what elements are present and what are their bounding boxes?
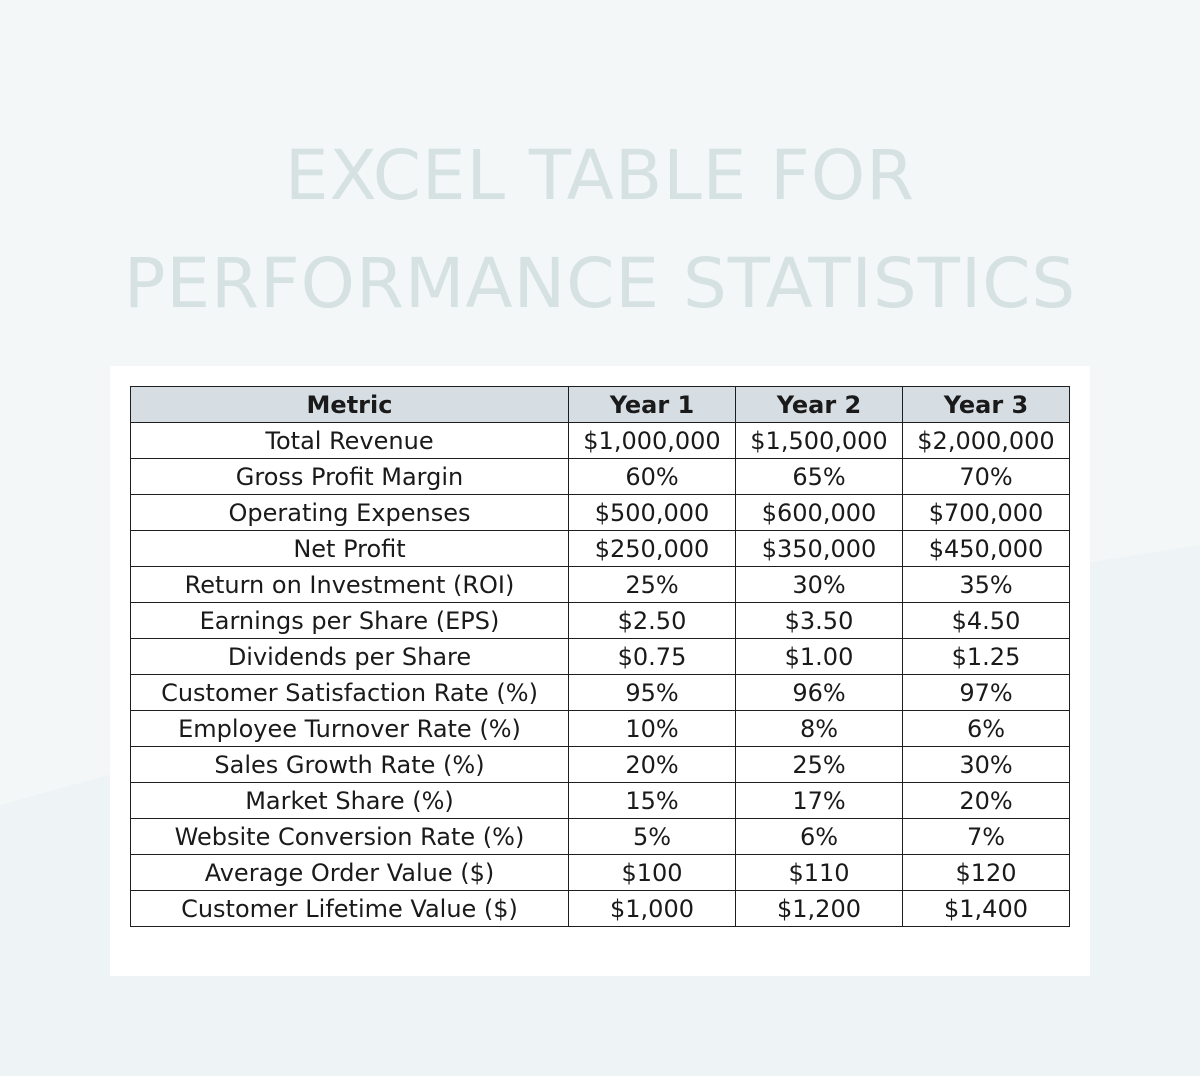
- year-2-cell: $350,000: [736, 531, 903, 567]
- table-row: [131, 603, 1070, 639]
- year-1-cell: 60%: [569, 459, 736, 495]
- page-title-line-2: PERFORMANCE STATISTICS: [123, 244, 1077, 324]
- table-row: [131, 531, 1070, 567]
- year-1-cell: 10%: [569, 711, 736, 747]
- year-2-cell: $1,200: [736, 891, 903, 927]
- year-3-cell: $2,000,000: [903, 423, 1070, 459]
- year-2-cell: 96%: [736, 675, 903, 711]
- year-1-cell: $100: [569, 855, 736, 891]
- table-row: [131, 783, 1070, 819]
- year-3-cell: $700,000: [903, 495, 1070, 531]
- metric-cell: Employee Turnover Rate (%): [131, 711, 569, 747]
- page-title: [0, 122, 1200, 338]
- year-2-cell: 25%: [736, 747, 903, 783]
- year-1-cell: $1,000: [569, 891, 736, 927]
- year-1-cell: $250,000: [569, 531, 736, 567]
- metric-cell: Website Conversion Rate (%): [131, 819, 569, 855]
- table-header-row: [131, 387, 1070, 423]
- metric-cell: Dividends per Share: [131, 639, 569, 675]
- year-3-cell: 97%: [903, 675, 1070, 711]
- year-1-cell: $0.75: [569, 639, 736, 675]
- year-2-cell: $1,500,000: [736, 423, 903, 459]
- year-2-cell: 8%: [736, 711, 903, 747]
- table-card: [110, 366, 1090, 976]
- table-row: [131, 495, 1070, 531]
- column-header-year-2: Year 2: [736, 387, 903, 423]
- table-row: [131, 855, 1070, 891]
- column-header-year-3: Year 3: [903, 387, 1070, 423]
- year-2-cell: 30%: [736, 567, 903, 603]
- year-2-cell: $110: [736, 855, 903, 891]
- year-1-cell: 15%: [569, 783, 736, 819]
- table-row: [131, 675, 1070, 711]
- table-row: [131, 423, 1070, 459]
- metric-cell: Market Share (%): [131, 783, 569, 819]
- table-row: [131, 711, 1070, 747]
- metric-cell: Gross Profit Margin: [131, 459, 569, 495]
- year-3-cell: 7%: [903, 819, 1070, 855]
- table-row: [131, 747, 1070, 783]
- table-row: [131, 459, 1070, 495]
- year-1-cell: 20%: [569, 747, 736, 783]
- year-2-cell: $600,000: [736, 495, 903, 531]
- year-3-cell: $1,400: [903, 891, 1070, 927]
- year-3-cell: $1.25: [903, 639, 1070, 675]
- table-row: [131, 639, 1070, 675]
- table-row: [131, 819, 1070, 855]
- column-header-metric: Metric: [131, 387, 569, 423]
- table-row: [131, 567, 1070, 603]
- page-title-line-1: EXCEL TABLE FOR: [284, 136, 916, 216]
- column-header-year-1: Year 1: [569, 387, 736, 423]
- metric-cell: Customer Lifetime Value ($): [131, 891, 569, 927]
- year-1-cell: 5%: [569, 819, 736, 855]
- year-3-cell: 6%: [903, 711, 1070, 747]
- year-2-cell: $1.00: [736, 639, 903, 675]
- year-2-cell: 17%: [736, 783, 903, 819]
- year-2-cell: $3.50: [736, 603, 903, 639]
- year-2-cell: 6%: [736, 819, 903, 855]
- year-1-cell: 95%: [569, 675, 736, 711]
- performance-table: [130, 386, 1070, 927]
- metric-cell: Operating Expenses: [131, 495, 569, 531]
- year-3-cell: $4.50: [903, 603, 1070, 639]
- year-3-cell: $120: [903, 855, 1070, 891]
- metric-cell: Sales Growth Rate (%): [131, 747, 569, 783]
- year-3-cell: 20%: [903, 783, 1070, 819]
- year-3-cell: 70%: [903, 459, 1070, 495]
- metric-cell: Return on Investment (ROI): [131, 567, 569, 603]
- year-1-cell: $1,000,000: [569, 423, 736, 459]
- metric-cell: Net Profit: [131, 531, 569, 567]
- year-3-cell: $450,000: [903, 531, 1070, 567]
- year-1-cell: $500,000: [569, 495, 736, 531]
- year-3-cell: 35%: [903, 567, 1070, 603]
- year-2-cell: 65%: [736, 459, 903, 495]
- year-1-cell: $2.50: [569, 603, 736, 639]
- metric-cell: Average Order Value ($): [131, 855, 569, 891]
- table-row: [131, 891, 1070, 927]
- year-1-cell: 25%: [569, 567, 736, 603]
- metric-cell: Total Revenue: [131, 423, 569, 459]
- metric-cell: Earnings per Share (EPS): [131, 603, 569, 639]
- metric-cell: Customer Satisfaction Rate (%): [131, 675, 569, 711]
- year-3-cell: 30%: [903, 747, 1070, 783]
